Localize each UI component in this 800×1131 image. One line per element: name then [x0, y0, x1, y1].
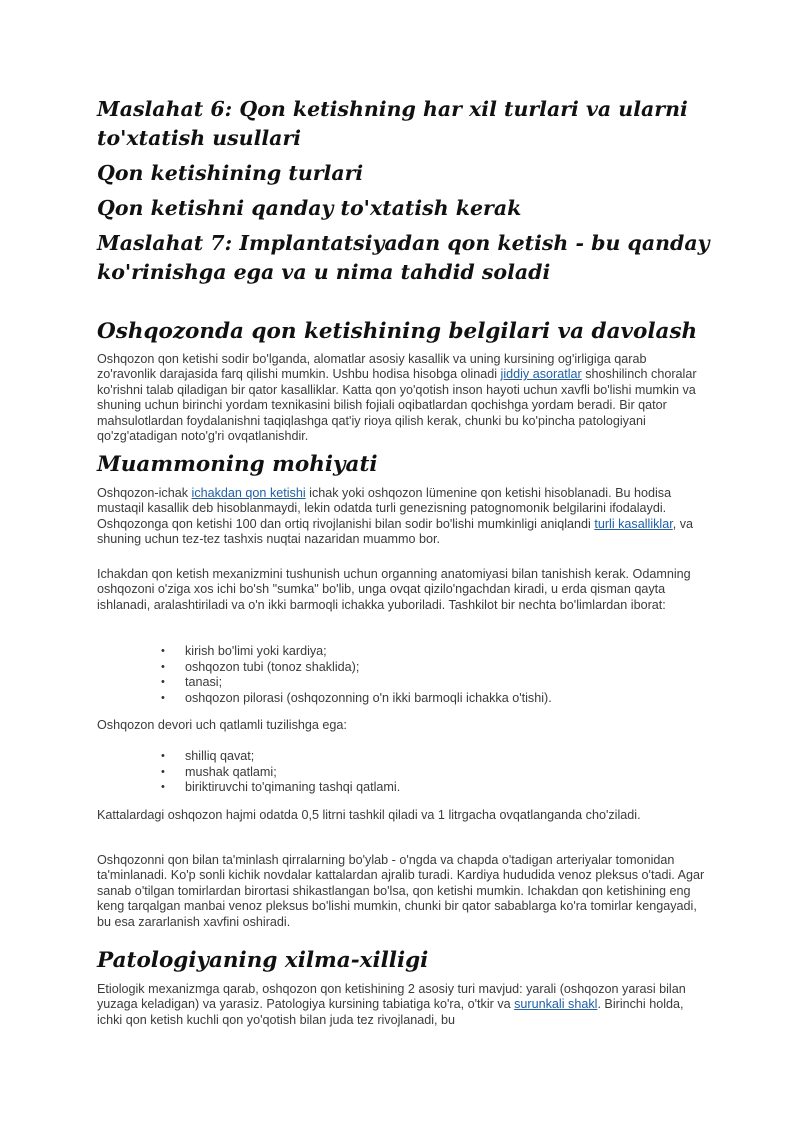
section-title-oshqozonda: Oshqozonda qon ketishining belgilari va davolash [97, 319, 698, 344]
section2-paragraph-1 [97, 486, 709, 548]
list-item-text: kirish bo'limi yoki kardiya; [185, 644, 327, 658]
link-surunkali-shakl[interactable]: surunkali shakl [514, 997, 598, 1012]
list-item-text: shilliq qavat; [185, 749, 255, 763]
bullet: • [161, 676, 165, 689]
list-item [97, 644, 697, 660]
section3-paragraph-1 [97, 982, 709, 1028]
bullet: • [161, 645, 165, 657]
bullet: • [161, 781, 165, 794]
text-segment: shoshilinch choralar ko'rishni talab qiladigan bir qator kasalliklar. Katta qon yo'qotish inson hayoti uchun xavfli bo'lishi mumkin va shuning uchun birinchi yordam texnikasini bilish fojiali oqibatlardan qochishga yordam beradi. Bir qator mahsulotlardan foydalanishni taqiqlashga qat'iy rioya qilish kerak, chunki bu ko'pincha patologiyani qo'zg'atadigan noto'g'ri ovqatlanishdir. [97, 367, 697, 444]
text-segment: . Birinchi holda, ichki qon ketish kuchli qon yo'qotish bilan juda tez rivojlanadi, bu [97, 997, 684, 1027]
list-item-text: biriktiruvchi to'qimaning tashqi qatlami. [185, 780, 401, 795]
link-turli-kasalliklar[interactable]: turli kasalliklar [594, 516, 673, 531]
bullet: • [161, 750, 165, 762]
text-segment: Oshqozon-ichak [97, 486, 192, 500]
text-segment: , va shuning uchun tez-tez tashxis nuqtai nazaridan muammo bor. [97, 516, 694, 547]
list-item-text: tanasi; [185, 675, 223, 690]
heading-maslahat-6: Maslahat 6: Qon ketishning har xil turlari va ularni to'xtatish usullari [97, 97, 688, 150]
heading-qon-ketishining-turlari: Qon ketishining turlari [97, 161, 364, 185]
list-item-text: oshqozon pilorasi (oshqozonning o'n ikki barmoqli ichakka o'tishi). [185, 690, 552, 705]
heading-qon-ketishni-toxtatish: Qon ketishni qanday to'xtatish kerak [97, 196, 522, 220]
text-segment: Etiologik mexanizmga qarab, oshqozon qon ketishining 2 asosiy turi mavjud: yarali (oshqozon yarasi bilan yuzaga keladigan) va yarasiz. Patologiya kursining tabiatiga ko'ra, o'tkir va [97, 982, 686, 1012]
section2-paragraph-5: Oshqozonni qon bilan ta'minlash qirralarning bo'ylab - o'ngda va chapda o'tadigan arteriyalar tomonidan ta'minlanadi. Ko'p sonli kichik novdalar kattalardan ajralib turadi. Kardiya hududida venoz pleksus o'tadi. Agar sanab o'tilgan tomirlardan birortasi shikastlangan bo'lsa, qon ketishi mumkin. Ichakdan qon ketishining eng keng tarqalgan manbai venoz pleksus bo'lishi mumkin, chunki bir qator sabablarga ko'ra tomirlar kengayadi, bu esa zararlanish xavfini oshiradi. [97, 853, 705, 929]
section-title-muammoning-mohiyati: Muammoning mohiyati [97, 452, 378, 477]
heading-maslahat-7: Maslahat 7: Implantatsiyadan qon ketish - bu qanday ko'rinishga ega va u nima tahdid soladi [97, 231, 710, 284]
link-ichakdan-qon-ketishi[interactable]: ichakdan qon ketishi [191, 486, 306, 500]
bullet: • [161, 765, 165, 778]
text-segment: ichak yoki oshqozon lümenine qon ketishi hisoblanadi. Bu hodisa mustaqil kasallik deb hisoblanmaydi, lekin odatda turli genezisning patognomonik belgilarini ifodalaydi. Oshqozonga qon ketishi 100 dan ortiq rivojlanishi bilan sodir bo'lishi mumkinligi aniqlandi [97, 486, 672, 531]
section2-paragraph-4: Kattalardagi oshqozon hajmi odatda 0,5 litrni tashkil qiladi va 1 litrgacha ovqatlanganda cho'ziladi. [97, 808, 641, 822]
list-item-text: oshqozon tubi (tonoz shaklida); [185, 659, 360, 674]
list-item [97, 765, 697, 781]
list-item [97, 660, 697, 676]
list-item [97, 749, 697, 765]
link-jiddiy-asoratlar[interactable]: jiddiy asoratlar [500, 367, 582, 382]
list-item [97, 691, 697, 707]
list-item-text: mushak qatlami; [185, 764, 277, 779]
stomach-wall-layers-list [97, 749, 697, 796]
section2-paragraph-2: Ichakdan qon ketish mexanizmini tushunish uchun organning anatomiyasi bilan tanishish kerak. Odamning oshqozoni o'ziga xos ichi bo'sh "sumka" bo'lib, unga ovqat qizilo'ngachdan kiradi, u erda qisman qayta ishlanadi, aralashtiriladi va o'n ikki barmoqli ichakka yuboriladi. Tashkilot bir nechta bo'limlardan iborat: [97, 567, 691, 612]
section2-paragraph-3: Oshqozon devori uch qatlamli tuzilishga ega: [97, 718, 347, 732]
bullet: • [161, 660, 165, 673]
text-segment: Oshqozon qon ketishi sodir bo'lganda, alomatlar asosiy kasallik va uning kursining og'irligiga qarab zo'ravonlik darajasida farq qilishi mumkin. Ushbu hodisa hisobga olinadi [97, 352, 647, 382]
list-item [97, 675, 697, 691]
section-title-patologiyaning-xilma-xilligi: Patologiyaning xilma-xilligi [97, 948, 429, 973]
stomach-parts-list [97, 644, 697, 706]
section1-paragraph [97, 352, 709, 444]
bullet: • [161, 691, 165, 704]
list-item [97, 780, 697, 796]
